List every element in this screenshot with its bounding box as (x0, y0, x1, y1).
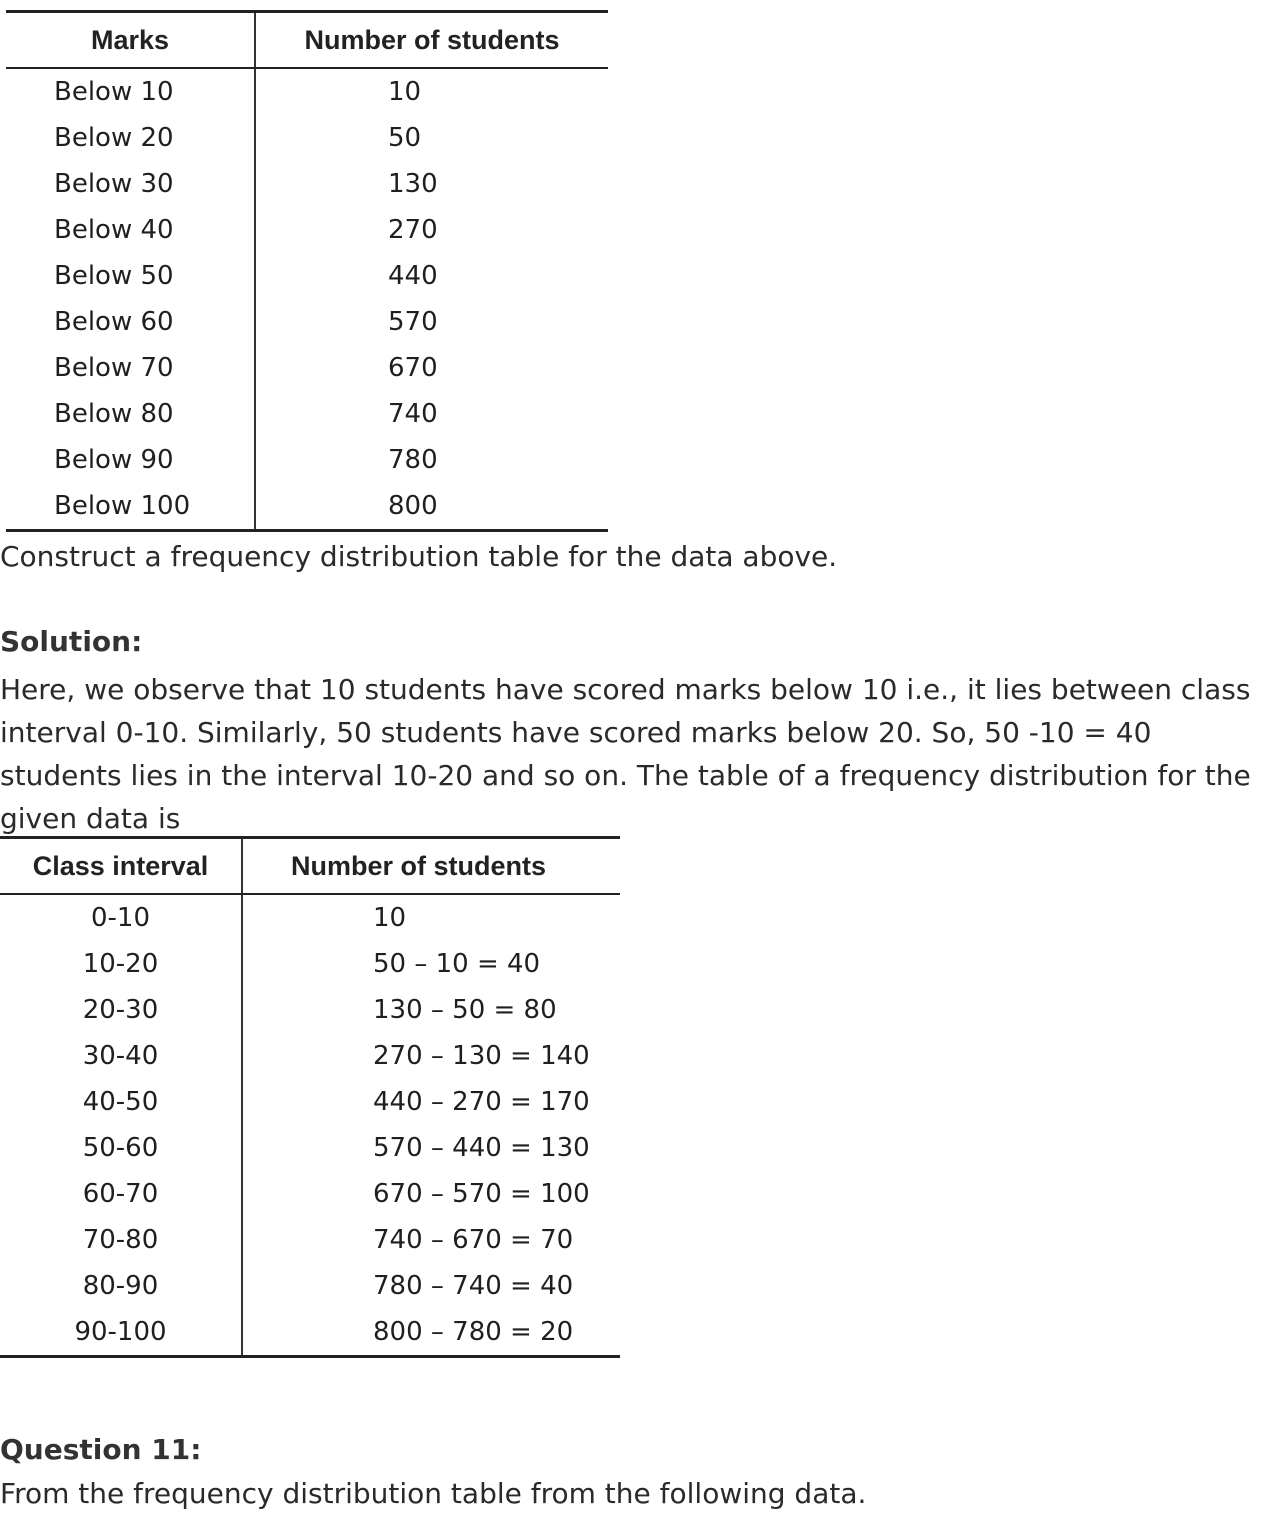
cell-label: 60-70 (0, 1171, 243, 1217)
cell-value: 130 – 50 = 80 (373, 995, 557, 1025)
question-text: Construct a frequency distribution table for the data above. (0, 540, 838, 573)
cell-value: 740 (388, 399, 438, 429)
cell-label: Below 20 (6, 115, 256, 161)
cell-label: 50-60 (0, 1125, 243, 1171)
table-row (0, 1125, 620, 1171)
cell-label: 90-100 (0, 1309, 243, 1355)
table-row (0, 941, 620, 987)
cell-value: 50 – 10 = 40 (373, 949, 541, 979)
cell-label: 30-40 (0, 1033, 243, 1079)
cell-label: 20-30 (0, 987, 243, 1033)
table-row (6, 345, 608, 391)
table-row (0, 1263, 620, 1309)
table-body (6, 69, 608, 529)
table-body (0, 895, 620, 1355)
cell-value: 670 – 570 = 100 (373, 1179, 590, 1209)
table-row (6, 483, 608, 529)
cell-label: 0-10 (0, 895, 243, 941)
cell-label: Below 30 (6, 161, 256, 207)
question-11-text: From the frequency distribution table from the following data. (0, 1477, 867, 1510)
header-number-of-students: Number of students (291, 851, 547, 881)
solution-body: Here, we observe that 10 students have scored marks below 10 i.e., it lies between class interval 0-10. Similarly, 50 students have scored marks below 20. So, 50 -10 = 40 students lies in the interval 10-20 and so on. The table of a frequency distribution for the given data is (0, 673, 1251, 835)
table-row (6, 299, 608, 345)
cell-value: 570 (388, 307, 438, 337)
cell-label: Below 10 (6, 69, 256, 115)
frequency-distribution-table (0, 836, 620, 1358)
cell-label: 80-90 (0, 1263, 243, 1309)
table-row (0, 1309, 620, 1355)
table-header (0, 839, 620, 895)
solution-heading: Solution: (0, 625, 143, 658)
header-marks: Marks (6, 13, 256, 67)
cell-value: 270 – 130 = 140 (373, 1041, 590, 1071)
cell-label: 10-20 (0, 941, 243, 987)
question-11-heading: Question 11: (0, 1433, 202, 1466)
cell-value: 130 (388, 169, 438, 199)
cell-value: 670 (388, 353, 438, 383)
cell-label: Below 60 (6, 299, 256, 345)
cell-value: 50 (388, 123, 422, 153)
cell-value: 440 (388, 261, 438, 291)
cell-value: 10 (388, 77, 422, 107)
cell-value: 780 – 740 = 40 (373, 1271, 574, 1301)
cell-label: 70-80 (0, 1217, 243, 1263)
cell-label: Below 90 (6, 437, 256, 483)
table-row (6, 161, 608, 207)
cell-value: 800 (388, 491, 438, 521)
cell-label: Below 80 (6, 391, 256, 437)
cell-value: 10 (373, 903, 407, 933)
table-row (0, 987, 620, 1033)
cell-label: 40-50 (0, 1079, 243, 1125)
table-row (6, 391, 608, 437)
table-header (6, 13, 608, 69)
table-row (6, 115, 608, 161)
cell-value: 740 – 670 = 70 (373, 1225, 574, 1255)
table-row (6, 253, 608, 299)
cell-value: 270 (388, 215, 438, 245)
cell-label: Below 70 (6, 345, 256, 391)
cell-label: Below 100 (6, 483, 256, 529)
table-row (6, 437, 608, 483)
table-row (0, 895, 620, 941)
cell-label: Below 50 (6, 253, 256, 299)
table-row (0, 1079, 620, 1125)
table-row (6, 69, 608, 115)
table-row (6, 207, 608, 253)
cumulative-marks-table (6, 10, 608, 532)
cell-value: 800 – 780 = 20 (373, 1317, 574, 1347)
header-number-of-students: Number of students (304, 25, 560, 55)
cell-value: 440 – 270 = 170 (373, 1087, 590, 1117)
cell-label: Below 40 (6, 207, 256, 253)
cell-value: 570 – 440 = 130 (373, 1133, 590, 1163)
table-row (0, 1217, 620, 1263)
cell-value: 780 (388, 445, 438, 475)
header-class-interval: Class interval (0, 839, 243, 893)
table-row (0, 1171, 620, 1217)
table-row (0, 1033, 620, 1079)
